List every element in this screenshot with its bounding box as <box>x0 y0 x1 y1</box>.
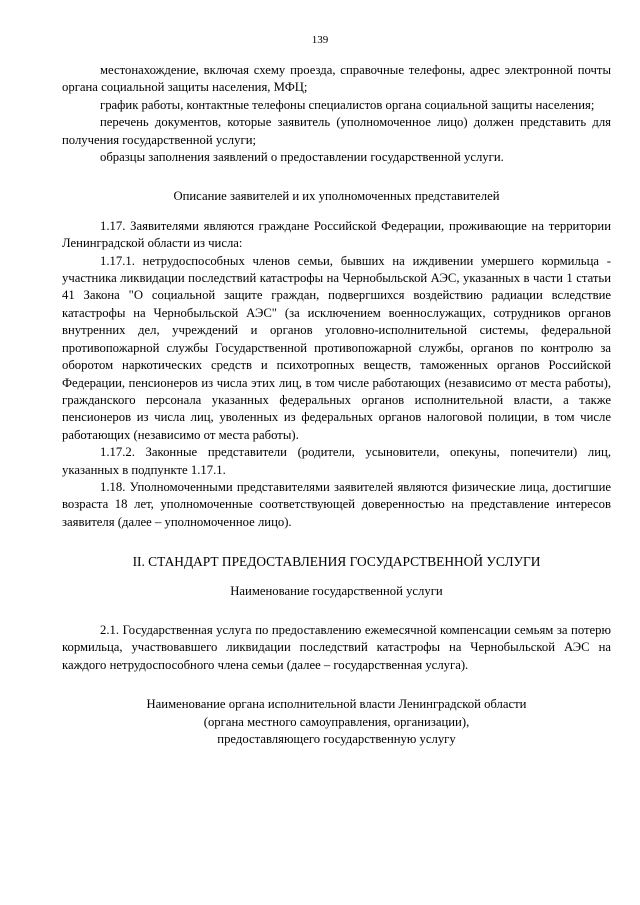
authority-heading-line: (органа местного самоуправления, организации), <box>203 714 470 729</box>
service-name-heading: Наименование государственной услуги <box>230 583 443 598</box>
list-item-documents: перечень документов, которые заявитель (уполномоченное лицо) должен представить для получения государственной услуги; <box>62 115 611 147</box>
list-item-schedule: график работы, контактные телефоны специалистов органа социальной защиты населения; <box>100 97 595 112</box>
authority-heading-line: предоставляющего государственную услугу <box>217 732 456 746</box>
page-number: 139 <box>311 34 329 46</box>
section-2-title: II. СТАНДАРТ ПРЕДОСТАВЛЕНИЯ ГОСУДАРСТВЕННОЙ УСЛУГИ <box>132 554 541 570</box>
list-item-location: местонахождение, включая схему проезда, справочные телефоны, адрес электронной почты органа социальной защиты населения, МФЦ; <box>62 63 611 95</box>
paragraph-1-17-1: 1.17.1. нетрудоспособных членов семьи, бывших на иждивении умершего кормильца - участника ликвидации последствий катастрофы на Чернобыльской АЭС, указанных в части 1 статьи 41 Закона "О социальной защите граждан, подвергшихся воздействию радиации вследствие катастрофы на Чернобыльской АЭС" (за исключением военнослужащих, сотрудников органов внутренних дел, учреждений и органов уголовно-исполнительной системы, федеральной противопожарной службы Государственной противопожарной службы, органов по контролю за оборотом наркотических средств и психотропных веществ, таможенных органов Российской Федерации, пенсионеров из числа этих лиц, в том числе работающих (независимо от места работы), гражданского персонала указанных федеральных органов исполнительной власти, а также пенсионеров из числа лиц, уволенных из федеральных органов налоговой полиции, в том числе работающих (независимо от места работы). <box>62 253 611 442</box>
document-body <box>62 62 611 748</box>
authority-heading <box>62 696 611 748</box>
applicants-heading: Описание заявителей и их уполномоченных представителей <box>173 189 500 204</box>
paragraph-2-1: 2.1. Государственная услуга по предоставлению ежемесячной компенсации семьям за потерю кормильца, участвовавшего ликвидации последствий катастрофы на Чернобыльской АЭС на каждого нетрудоспособного члена семьи (далее – государственная услуга). <box>62 622 611 672</box>
paragraph-1-17: 1.17. Заявителями являются граждане Российской Федерации, проживающие на территории Ленинградской области из числа: <box>62 218 611 251</box>
list-item-samples: образцы заполнения заявлений о предоставлении государственной услуги. <box>100 150 504 165</box>
authority-heading-line: Наименование органа исполнительной власти Ленинградской области <box>146 697 527 712</box>
paragraph-1-17-2: 1.17.2. Законные представители (родители, усыновители, опекуны, попечители) лиц, указанных в подпункте 1.17.1. <box>62 445 611 477</box>
paragraph-1-18: 1.18. Уполномоченными представителями заявителей являются физические лица, достигшие возраста 18 лет, уполномоченные соответствующей доверенностью на представление интересов заявителя (далее – уполномоченное лицо). <box>62 479 611 529</box>
